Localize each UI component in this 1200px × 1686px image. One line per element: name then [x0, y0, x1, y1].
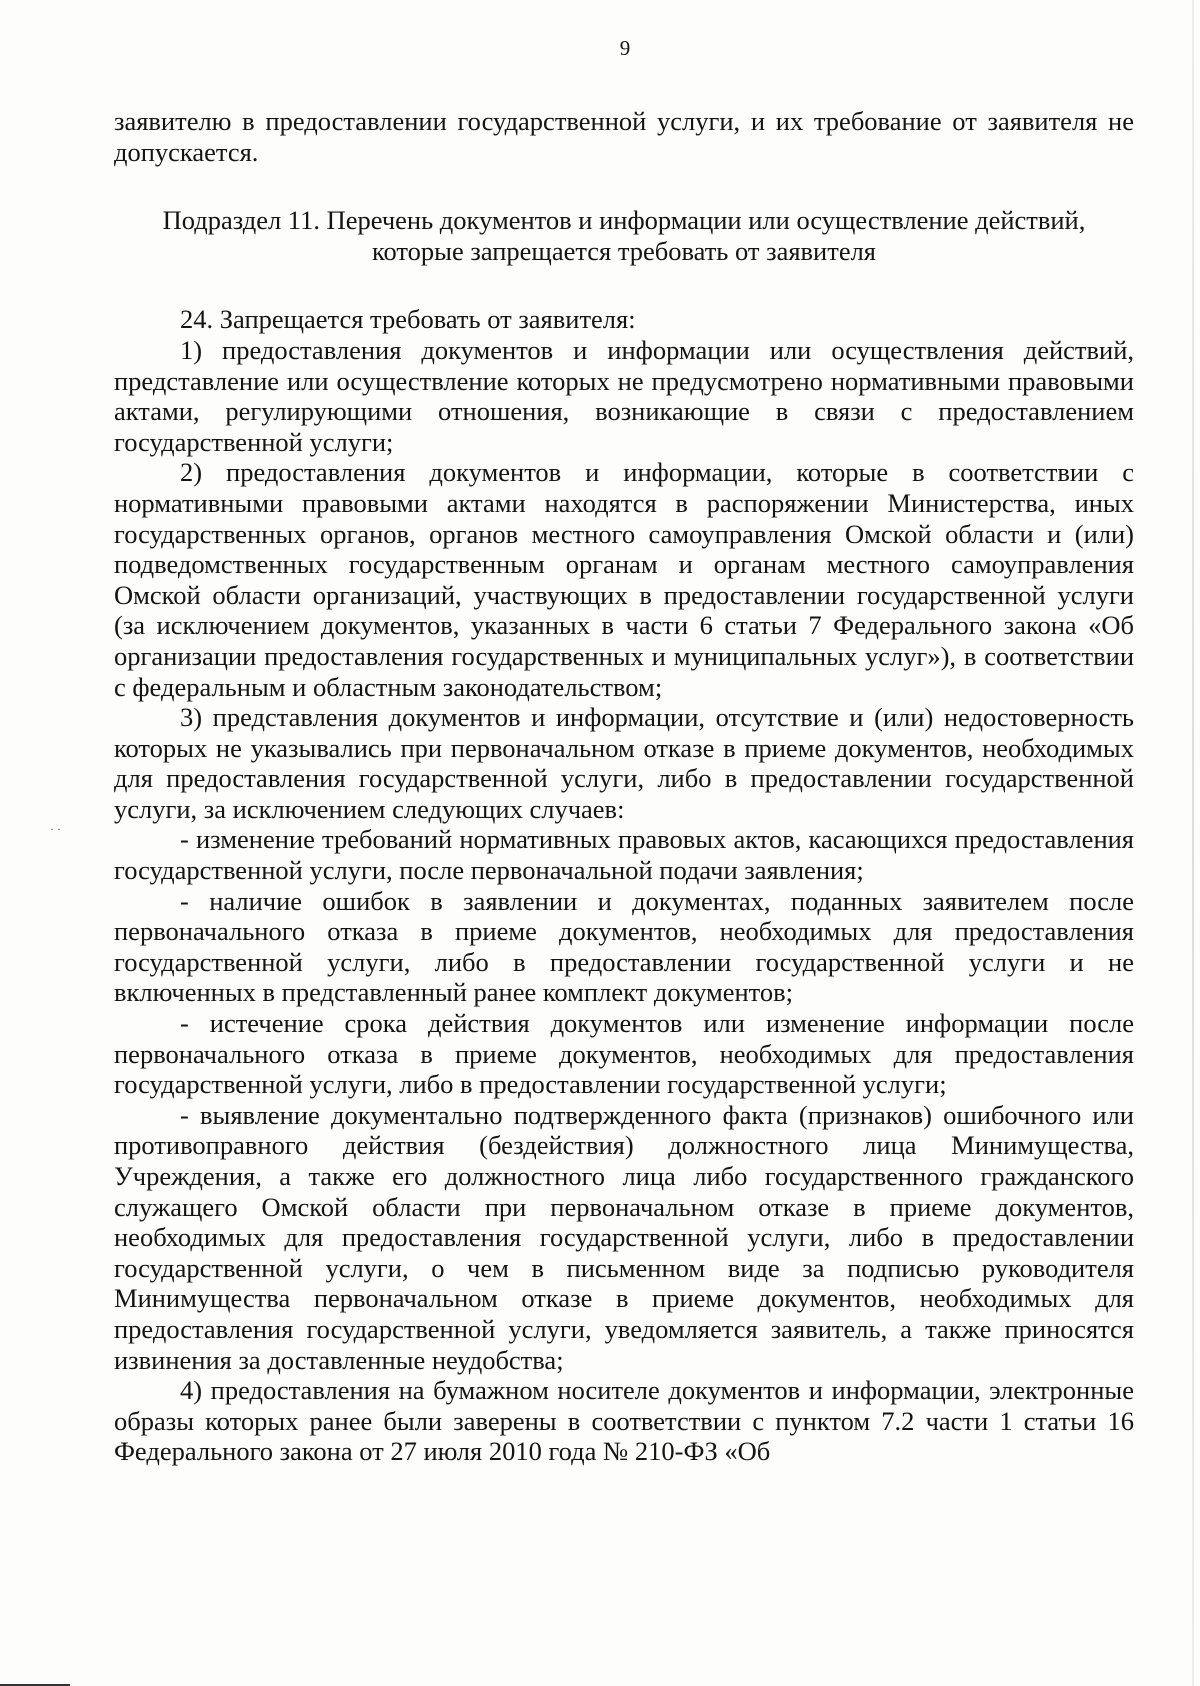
- dash-item-1: - изменение требований нормативных правовых актов, касающихся предоставления государственной услуги, после первоначальной подачи заявления;: [114, 824, 1134, 886]
- list-item-4: 4) предоставления на бумажном носителе документов и информации, электронные образы которых ранее были заверены в соответствии с пунктом 7.2 части 1 статьи 16 Федерального закона от 27 июля 2010 года № 210-ФЗ «Об: [114, 1375, 1134, 1467]
- section-heading: [114, 205, 1134, 266]
- list-item-1: 1) предоставления документов и информации или осуществления действий, представление или осуществление которых не предусмотрено нормативными правовыми актами, регулирующими отношения, возникающие в связи с предоставлением государственной услуги;: [114, 334, 1134, 457]
- heading-line-2: которые запрещается требовать от заявителя: [372, 235, 876, 266]
- page-number: 9: [619, 36, 631, 60]
- dash-item-3: - истечение срока действия документов или изменение информации после первоначального отказа в приеме документов, необходимых для предоставления государственной услуги, либо в предоставлении государственной услуги;: [114, 1008, 1134, 1100]
- paragraph-intro: заявителю в предоставлении государственной услуги, и их требование от заявителя не допускается.: [114, 106, 1134, 167]
- scan-speck: · ·: [50, 822, 61, 836]
- dash-item-4: - выявление документально подтвержденного факта (признаков) ошибочного или противоправного действия (бездействия) должностного лица Минимущества, Учреждения, а также его должностного лица либо государственного гражданского служащего Омской области при первоначальном отказе в приеме документов, необходимых для предоставления государственной услуги, либо в предоставлении государственной услуги, о чем в письменном виде за подписью руководителя Минимущества первоначальном отказе в приеме документов, необходимых для предоставления государственной услуги, уведомляется заявитель, а также приносятся извинения за доставленные неудобства;: [114, 1099, 1134, 1375]
- document-body: [114, 106, 1134, 1467]
- list-item-2: 2) предоставления документов и информации, которые в соответствии с нормативными правовыми актами находятся в распоряжении Министерства, иных государственных органов, органов местного самоуправления Омской области и (или) подведомственных государственным органам и органам местного самоуправления Омской области организаций, участвующих в предоставлении государственной услуги (за исключением документов, указанных в части 6 статьи 7 Федерального закона «Об организации предоставления государственных и муниципальных услуг»), в соответствии с федеральным и областным законодательством;: [114, 457, 1134, 702]
- dash-item-2: - наличие ошибок в заявлении и документах, поданных заявителем после первоначального отказа в приеме документов, необходимых для предоставления государственной услуги, либо в предоставлении государственной услуги и не включенных в представленный ранее комплект документов;: [114, 885, 1134, 1008]
- paragraph-24: 24. Запрещается требовать от заявителя:: [180, 304, 636, 335]
- list-item-3: 3) представления документов и информации, отсутствие и (или) недостоверность которых не указывались при первоначальном отказе в приеме документов, необходимых для предоставления государственной услуги, либо в предоставлении государственной услуги, за исключением следующих случаев:: [114, 702, 1134, 824]
- scan-edge: [1192, 0, 1194, 1686]
- heading-line-1: Подраздел 11. Перечень документов и информации или осуществление действий,: [162, 205, 1086, 236]
